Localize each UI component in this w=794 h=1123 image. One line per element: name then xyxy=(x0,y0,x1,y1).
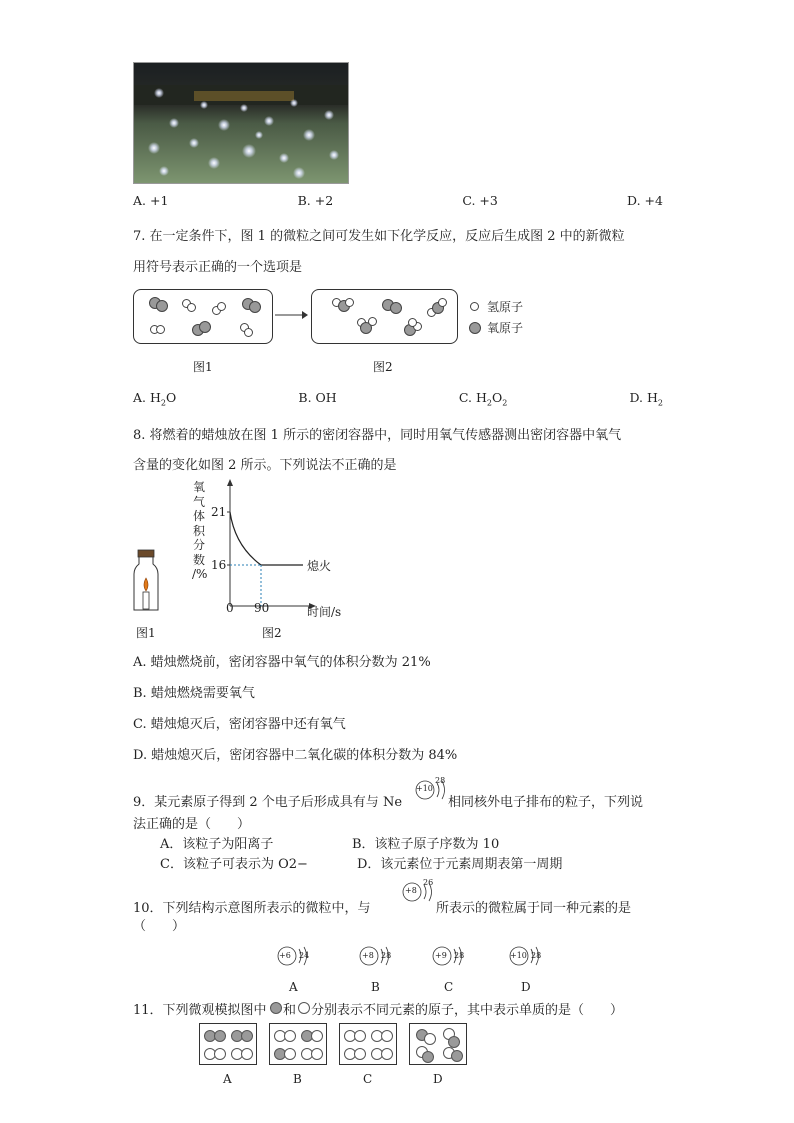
structure-b-shells: 28 xyxy=(381,951,392,960)
structure-d-nucleus: +10 xyxy=(510,951,527,960)
oxygen-curve xyxy=(230,512,303,565)
gray-atom-icon xyxy=(270,1002,282,1014)
structure-b-label: B xyxy=(371,980,380,994)
ylabel-char: 气 xyxy=(192,494,205,509)
q11-stem-line1b: 和 xyxy=(283,1003,297,1018)
q7-opt-c-text: C. H xyxy=(458,390,487,405)
q6-options xyxy=(133,193,663,208)
q11-choice-b-box[interactable] xyxy=(269,1023,327,1065)
q8-ylabel xyxy=(192,480,206,582)
q11-stem-line1c: 分别表示不同元素的原子，其中表示单质的是（ ） xyxy=(311,1003,624,1018)
q11-label-c: C xyxy=(363,1072,373,1086)
y-axis-arrow xyxy=(227,479,233,486)
structure-d-label: D xyxy=(521,980,531,994)
q7-opt-a-sub: 2 xyxy=(160,398,166,408)
q7-fig2-caption: 图2 xyxy=(373,360,393,374)
ylabel-char: 数 xyxy=(192,552,205,567)
q7-figure1-box xyxy=(133,289,273,344)
q7-opt-d-sub: 2 xyxy=(657,398,663,408)
structure-c-label: C xyxy=(444,980,454,994)
q6-option-a[interactable]: A. +1 xyxy=(133,193,169,208)
legend-oxygen-label: 氧原子 xyxy=(487,321,524,335)
q11-choice-c-box[interactable] xyxy=(339,1023,397,1065)
q7-opt-a-tail: O xyxy=(165,390,177,405)
reaction-arrow xyxy=(274,309,308,321)
q6-option-c[interactable]: C. +3 xyxy=(462,193,498,208)
ylabel-char: 体 xyxy=(192,509,205,523)
q7-option-a[interactable] xyxy=(133,390,176,408)
x-tick-0: 0 xyxy=(226,601,234,615)
x-axis-label: 时间/s xyxy=(307,605,342,619)
q9-stem-line2: 法正确的是（ ） xyxy=(133,817,251,832)
q11-label-a: A xyxy=(223,1072,232,1086)
ref-shell-label: 26 xyxy=(423,878,434,887)
q6-option-d[interactable]: D. +4 xyxy=(627,193,663,208)
q9-option-c[interactable]: C．该粒子可表示为 O2− xyxy=(160,857,308,872)
y-tick-21: 21 xyxy=(211,505,227,519)
ylabel-char: 分 xyxy=(192,538,205,552)
q9-option-b[interactable]: B．该粒子原子序数为 10 xyxy=(352,837,500,852)
q7-options xyxy=(133,390,663,408)
q7-stem-line2: 用符号表示正确的一个选项是 xyxy=(133,260,303,275)
ne-shell-1 xyxy=(437,783,439,797)
q8-stem-line2: 含量的变化如图 2 所示。下列说法不正确的是 xyxy=(133,458,397,473)
y-tick-16: 16 xyxy=(211,558,227,572)
q7-option-b[interactable]: B. OH xyxy=(298,390,337,405)
q8-fig2-caption: 图2 xyxy=(262,626,282,640)
q8-stem-line1: 8. 将燃着的蜡烛放在图 1 所示的密闭容器中，同时用氧气传感器测出密闭容器中氧气 xyxy=(133,428,622,443)
structure-a-label: A xyxy=(289,980,298,994)
q8-option-b[interactable]: B. 蜡烛燃烧需要氧气 xyxy=(133,686,255,701)
q7-stem-line1: 7. 在一定条件下，图 1 的微粒之间可发生如下化学反应，反应后生成图 2 中的新微粒 xyxy=(133,229,625,244)
sealed-jar-candle-icon xyxy=(131,548,161,614)
x-tick-90: 90 xyxy=(254,601,270,615)
q11-stem-line1a: 11．下列微观模拟图中 xyxy=(133,1003,267,1018)
ylabel-char: 积 xyxy=(192,523,205,538)
q10-stem-line1a: 10．下列结构示意图所表示的微粒中，与 xyxy=(133,901,371,916)
structure-a-nucleus: +6 xyxy=(279,951,291,960)
q7-option-c[interactable] xyxy=(459,390,507,408)
q9-option-d[interactable]: D．该元素位于元素周期表第一周期 xyxy=(357,857,563,872)
q7-fig1-caption: 图1 xyxy=(193,360,213,374)
q7-opt-c-mid: O xyxy=(491,390,503,405)
structure-a-shells: 24 xyxy=(299,951,310,960)
q9-stem-line1b: 相同核外电子排布的粒子，下列说 xyxy=(448,795,644,810)
q8-option-c[interactable]: C. 蜡烛熄灭后，密闭容器中还有氧气 xyxy=(133,717,346,732)
q7-figure2-box xyxy=(311,289,458,344)
oxygen-curve-chart xyxy=(205,478,360,620)
legend-hydrogen-icon xyxy=(470,302,479,311)
q7-opt-c-sub2: 2 xyxy=(502,398,508,408)
q8-fig1-caption: 图1 xyxy=(136,626,156,640)
q6-option-b[interactable]: B. +2 xyxy=(297,193,334,208)
white-atom-icon xyxy=(298,1002,310,1014)
q7-opt-c-sub1: 2 xyxy=(486,398,492,408)
q7-opt-a-text: A. H xyxy=(133,390,161,405)
structure-d-shells: 28 xyxy=(531,951,542,960)
q11-choice-d-box[interactable] xyxy=(409,1023,467,1065)
q7-option-d[interactable] xyxy=(629,390,663,408)
ref-shell-1 xyxy=(424,885,426,899)
q7-opt-d-text: D. H xyxy=(629,390,658,405)
q11-label-d: D xyxy=(433,1072,443,1086)
q9-stem-line1a: 9．某元素原子得到 2 个电子后形成具有与 Ne xyxy=(133,795,403,810)
structure-c-shells: 28 xyxy=(454,951,465,960)
q11-choice-a-box[interactable] xyxy=(199,1023,257,1065)
q10-stem-line2: （ ） xyxy=(133,919,186,934)
structure-c-nucleus: +9 xyxy=(435,951,447,960)
q10-stem-line1b: 所表示的微粒属于同一种元素的是 xyxy=(436,901,632,916)
drone-light-photo xyxy=(133,62,349,184)
ylabel-char: 氧 xyxy=(192,480,205,494)
structure-b-nucleus: +8 xyxy=(362,951,374,960)
ref-nucleus-label: +8 xyxy=(405,886,417,895)
legend-oxygen-icon xyxy=(469,322,481,334)
ylabel-char: /% xyxy=(192,567,208,581)
ne-nucleus-label: +10 xyxy=(416,784,433,793)
ne-shell-label: 28 xyxy=(435,776,446,785)
q8-option-a[interactable]: A. 蜡烛燃烧前，密闭容器中氧气的体积分数为 21% xyxy=(133,655,431,670)
q8-option-d[interactable]: D. 蜡烛熄灭后，密闭容器中二氧化碳的体积分数为 84% xyxy=(133,748,458,763)
q11-label-b: B xyxy=(293,1072,302,1086)
q9-option-a[interactable]: A．该粒子为阳离子 xyxy=(160,837,274,852)
legend-hydrogen-label: 氢原子 xyxy=(487,300,524,314)
extinguish-annotation: 熄火 xyxy=(307,559,332,573)
